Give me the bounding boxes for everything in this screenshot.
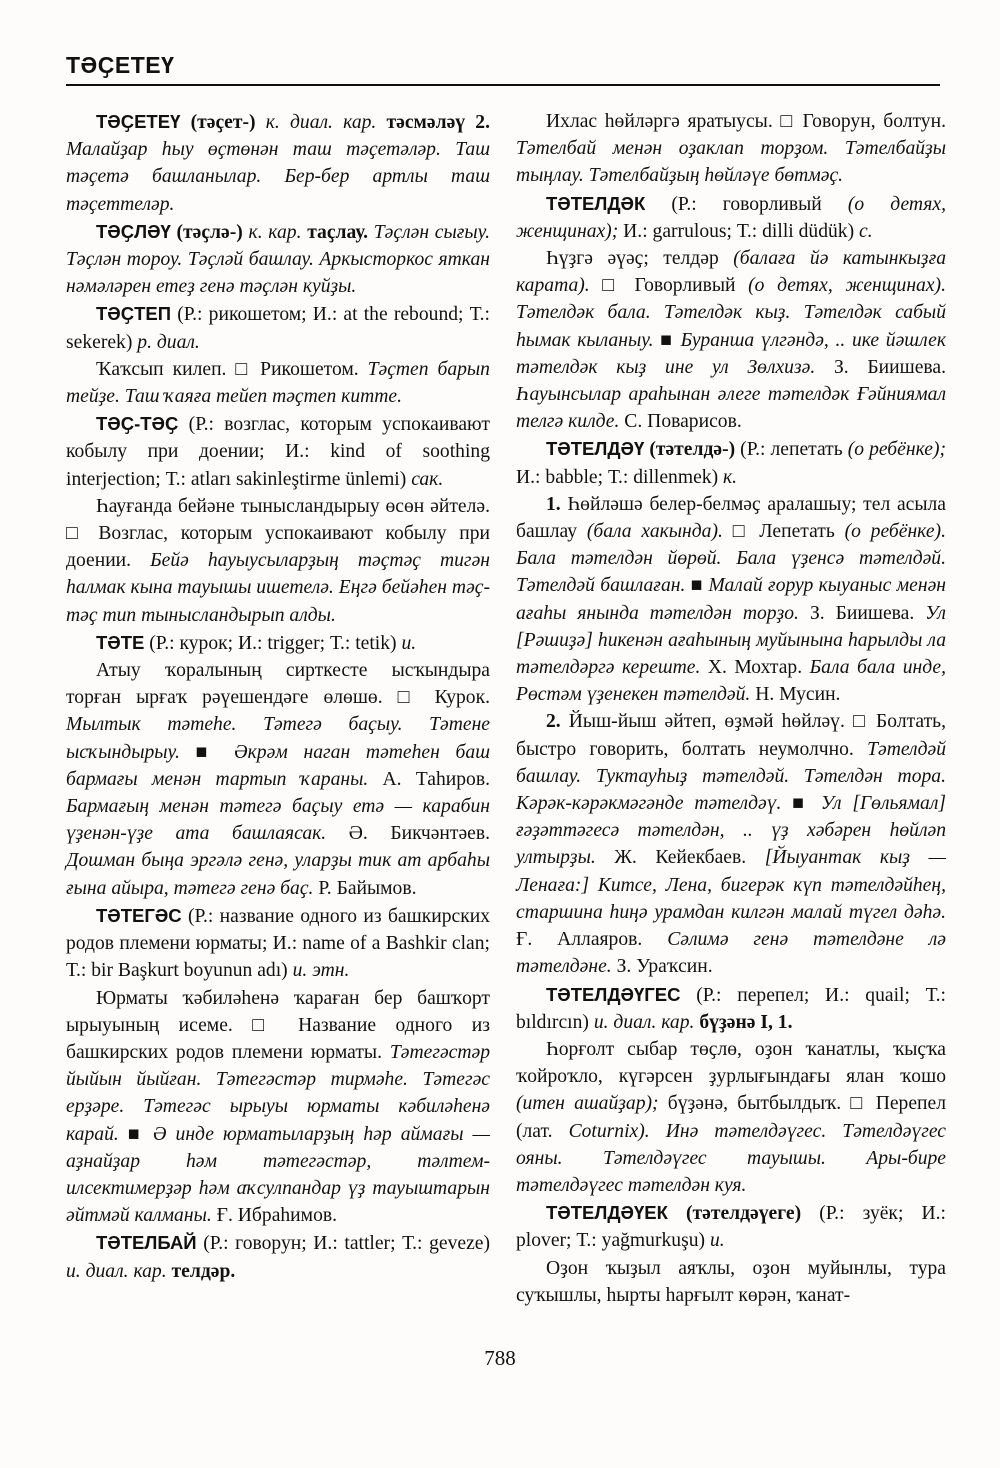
entry-text: Бармағың менән тәтегә баҫыу етә — карабин үҙенән-үҙе ата башлаясак. <box>66 796 490 845</box>
entry-paragraph <box>516 190 946 245</box>
entry-text: (о ребёнке). Бала тәтелдән йөрөй. Бала үҙенсә тәтелдәй. Тәтелдәй башлаған. <box>516 521 946 597</box>
entry-paragraph <box>66 1229 490 1284</box>
headword: ТӘТЕЛДӘК <box>546 192 646 214</box>
entry-paragraph <box>66 300 490 355</box>
headword: ТӘҪЕТЕҮ <box>96 111 181 132</box>
entry-text: Йыш-йыш әйтеп, өҙмәй һөйләү. □ Болтать, быстро говорить, болтать неумолчно. <box>516 711 946 760</box>
entry-text: Тәҫтеп барып тейҙе. Таш ҡаяға тейеп тәҫтеп китте. <box>66 358 490 408</box>
header-rule <box>66 84 940 86</box>
entry-text: Дошман быңа эргәлә генә, уларҙы тик ат арбаһы ғына айыра, тәтегә генә баҫ. <box>66 850 490 899</box>
entry-text: Бала бала инде, Рөстәм үҙенекен тәтелдәй. <box>516 657 946 706</box>
entry-text: (тәҫлә-) <box>176 221 243 243</box>
entry-text: Тәтегәстәр йыйын йыйған. Тәтегәстәр тирмәһе. Тәтегәс ерҙәре. Тәтегәс ырыуы юрматы кәбиләһенә карай. <box>66 1041 490 1145</box>
entry-paragraph <box>66 657 490 902</box>
entry-text: Һүҙгә әүәҫ; телдәр <box>546 248 734 270</box>
entry-text: Ул [Рәшиҙә] һикенән ағаһының муйынына һарылды ла тәтелдәргә кереште. <box>516 602 946 679</box>
headword: ТӘҪ-ТӘҪ <box>96 413 179 435</box>
entry-text: ■ <box>685 575 709 597</box>
entry-text: и. диал. кар. <box>66 1260 172 1282</box>
entry-text: бүҙәнә, бытбылдыҡ. □ Перепел (лат. <box>516 1093 946 1142</box>
entry-text: Ихлас һөйләргә яратыусы. □ Говорун, болтун. <box>546 111 946 132</box>
entry-text: (Р.: название одного из башкирских родов племени юрматы; И.: name of a Bashkir clan; Т.: bir Başkurt boyunun adı) <box>66 905 490 982</box>
entry-text: Малай ғорур кыуаныс менән ағаһы янында тәтелдән торҙо. <box>516 575 946 624</box>
entry-text: ■ <box>781 793 821 815</box>
headword: ТӘТЕ <box>96 631 145 653</box>
entry-text: (Р.: говорун; И.: tattler; Т.: geveze) <box>196 1233 490 1255</box>
entry-text: (о ребёнке); <box>847 439 947 461</box>
entry-text: (Р.: зуёк; И.: plover; Т.: yağmurkuşu) <box>516 1203 946 1252</box>
entry-text: Сәлимә генә тәтелдәне лә тәтелдәне. <box>516 929 946 978</box>
entry-text: (о детях, женщинах); <box>516 193 946 242</box>
entry-text: □ Говорливый <box>589 275 749 297</box>
entry-text: Юрматы ҡәбиләһенә ҡараған бер башҡорт ырыуының исеме. □ Название одного из башкирских родов племени юрматы. <box>66 987 490 1063</box>
entry-text: Һауынсылар араһынан әлеге тәтелдәк Ғәйниямал телгә килде. <box>516 384 946 433</box>
entry-text: ■ <box>179 741 235 763</box>
entry-text: к. диал. кар. <box>255 112 387 133</box>
entry-text: Р. Байымов. <box>313 877 417 899</box>
entry-text: ■ <box>653 329 681 351</box>
entry-paragraph <box>66 902 490 985</box>
entry-paragraph <box>516 1255 946 1309</box>
entry-text: [Йыуантак кыҙ — Ленаға:] Китсе, Лена, бигерәк күп тәтелдәйһең, старшина һиңә урамдан килгән малай түгел дәһә. <box>516 847 946 923</box>
page-number: 788 <box>484 1346 516 1370</box>
entry-text: Ж. Кейекбаев. <box>595 847 765 869</box>
entry-paragraph <box>66 985 490 1230</box>
entry-text: Һорғолт сыбар төҫлө, оҙон ҡанатлы, ҡыҫҡа ҡойроҡло, күгәрсен ҙурлығындағы ялан ҡошо <box>516 1038 946 1088</box>
entry-text: сак. <box>411 468 444 490</box>
entry-text: Оҙон ҡыҙыл аяҡлы, оҙон муйынлы, тура суҡышлы, һырты һарғылт көрән, ҡанат- <box>516 1257 946 1306</box>
entry-text: Мылтык тәтеһе. Тәтегә баҫыу. Тәтене ысҡындырыу. <box>66 714 490 763</box>
headword: ТӘТЕЛДӘҮГЕС <box>546 983 681 1005</box>
entry-text: Малайҙар һыу өҫтөнән таш тәҫетәләр. Таш тәҫетә башланылар. Бер-бер артлы таш тәҫеттеләр. <box>66 139 490 215</box>
entry-text: Тәтелбай менән оҙаклап торҙом. Тәтелбайҙы тыңлау. Тәтелбайҙың һөйләүе бөтмәҫ. <box>516 138 946 187</box>
headword: ТӘТЕЛБАЙ <box>96 1232 197 1254</box>
entry-text: Тәҫлән сығыу. Тәҫлән тороу. Тәҫләй башлау. Аркысторкос яткан нәмәләрен етеҙ генә тәҫлән куйҙы. <box>66 221 490 298</box>
entry-paragraph <box>66 493 490 629</box>
entry-text: таҫлау. <box>307 221 369 243</box>
entry-paragraph <box>516 108 946 190</box>
entry-paragraph <box>516 981 946 1036</box>
headword: ТӘТЕГӘС <box>96 904 182 926</box>
entry-text: Ҡаҡсып килеп. □ Рикошетом. <box>96 358 368 380</box>
entry-paragraph <box>516 245 946 435</box>
entry-text: (Р.: перепел; И.: quail; Т.: bıldırcın) <box>516 984 946 1033</box>
headword: ТӘТЕЛДӘҮЕК <box>546 1202 668 1224</box>
entry-text: Һөйләшә белер-белмәҫ аралашыу; тел асыла башлау <box>516 493 946 543</box>
entry-text: р. диал. <box>137 331 200 353</box>
left-column <box>66 108 490 1285</box>
entry-text: и. <box>709 1230 725 1252</box>
entry-text: (Р.: курок; И.: trigger; Т.: tetik) <box>144 632 402 654</box>
entry-paragraph <box>66 410 490 493</box>
entry-text: И.: garrulous; Т.: dilli düdük) <box>618 220 860 242</box>
entry-text: (Р.: возглас, которым успокаивают кобылу при доении; И.: kind of soothing interjection; Т.: atları sakinleştirme ünlemi) <box>66 414 490 490</box>
entry-text: Бейә һауыусыларҙың тәҫтәҫ тигән һалмак кына тауышы ишетелә. Еңгә бейәһен тәҫ-тәҫ тип тынысландырып алды. <box>66 550 490 626</box>
entry-text: ■ <box>118 1123 153 1145</box>
entry-text: Н. Мусин. <box>750 684 841 706</box>
entry-text: 2. <box>546 711 561 733</box>
entry-text: и. <box>401 632 417 654</box>
entry-paragraph <box>66 218 490 301</box>
entry-text: к. <box>723 466 738 488</box>
entry-text: (о детях, женщинах). Тәтелдәк бала. Тәтелдәк кыҙ. Тәтелдәк сабый һымак кыланыу. <box>516 275 946 351</box>
entry-text: Һауғанда бейәне тынысландырыу өсөн әйтелә. □ Возглас, которым успокаивают кобылу при доении. <box>66 495 490 572</box>
entry-text: телдәр. <box>171 1260 236 1282</box>
entry-paragraph <box>516 708 946 980</box>
entry-text: Әкрәм наган тәтеһен баш бармағы менән тартып ҡараны. <box>66 741 490 790</box>
entry-paragraph <box>516 491 946 709</box>
entry-text: (тәтелдәүеге) <box>685 1203 802 1225</box>
entry-text: и. этн. <box>292 960 350 982</box>
entry-text: □ Лепетать <box>722 521 845 543</box>
entry-text <box>668 1203 686 1224</box>
entry-text: (Р.: лепетать <box>735 439 848 461</box>
headword: ТӘҪЛӘҮ <box>96 220 171 242</box>
entry-text: бүҙәнә I, 1. <box>699 1011 793 1033</box>
entry-text: Ғ. Аллаяров. <box>516 929 668 951</box>
entry-text: Буранша үлгәндә, .. ике йәшлек тәтелдәк кыҙ ине ул Зөлхизә. <box>516 329 946 378</box>
entry-text: с. <box>859 220 873 242</box>
entry-paragraph <box>66 356 490 410</box>
entry-text: к. кар. <box>242 221 308 243</box>
entry-text: (Р.: рикошетом; И.: at the rebound; Т.: sekerek) <box>66 304 490 353</box>
entry-text: З. Биишева. <box>798 602 926 624</box>
entry-text: И.: babble; Т.: dillenmek) <box>516 466 723 488</box>
entry-text: Х. Мохтар. <box>700 657 810 679</box>
entry-text: (тәҫет-) <box>190 112 256 133</box>
entry-text: и. диал. кар. <box>593 1011 700 1033</box>
headword: ТӘҪТЕП <box>96 303 172 325</box>
entry-text: Ул [Гөльямал] ғәҙәттәгесә тәтелдән, .. үҙ хәбәрен һөйләп ултырҙы. <box>516 793 946 869</box>
entry-text: (тәтелдә-) <box>649 439 736 461</box>
entry-text: А. Таһиров. <box>368 768 490 790</box>
entry-paragraph <box>516 435 946 490</box>
entry-paragraph <box>66 629 490 657</box>
entry-text: Ә инде юрматыларҙың һәр аймағы — аҙнайҙар һәм тәтегәстәр, тәлтем-илсектимерҙәр һәм аҡсулпандар үҙ тауыштарын әйтмәй калманы. <box>66 1123 490 1227</box>
entry-text: (Р.: говорливый <box>645 193 848 215</box>
entry-text: Атыу ҡоралының сирткесте ысҡындыра торған ырғаҡ рәүешендәге өлөшө. □ Курок. <box>66 660 490 709</box>
entry-text: 1. <box>546 493 561 515</box>
entry-text: (бала хакында). <box>586 521 723 543</box>
entry-text: (балаға йә катынкыҙға карата). <box>516 248 947 297</box>
entry-text: (итен ашайҙар); <box>516 1093 659 1115</box>
entry-paragraph <box>516 1199 946 1254</box>
entry-text: Ғ. Ибраһимов. <box>211 1205 338 1227</box>
entry-text: З. Ураҡсин. <box>611 956 713 978</box>
entry-paragraph <box>516 1036 946 1199</box>
entry-text: тәсмәләү 2. <box>386 112 490 133</box>
entry-text <box>180 112 190 133</box>
right-column <box>516 108 946 1309</box>
entry-text: З. Биишева. <box>815 356 947 378</box>
entry-paragraph <box>66 108 490 218</box>
entry-text: Тәтелдәй башлау. Туктауһыҙ тәтелдәй. Тәтелдән тора. Кәрәк-кәрәкмәгәнде тәтелдәү. <box>516 738 946 815</box>
entry-text: С. Поварисов. <box>619 411 742 433</box>
entry-text: Ә. Бикчәнтәев. <box>326 823 490 845</box>
headword: ТӘТЕЛДӘҮ <box>546 438 645 460</box>
running-head: ТӘҪЕТЕҮ <box>66 52 175 78</box>
entry-text: Coturnix). Инә тәтелдәүгес. Тәтелдәүгес ояны. Тәтелдәүгес тауышы. Ары-бире тәтелдәүгес тәтелдән куя. <box>516 1120 946 1196</box>
